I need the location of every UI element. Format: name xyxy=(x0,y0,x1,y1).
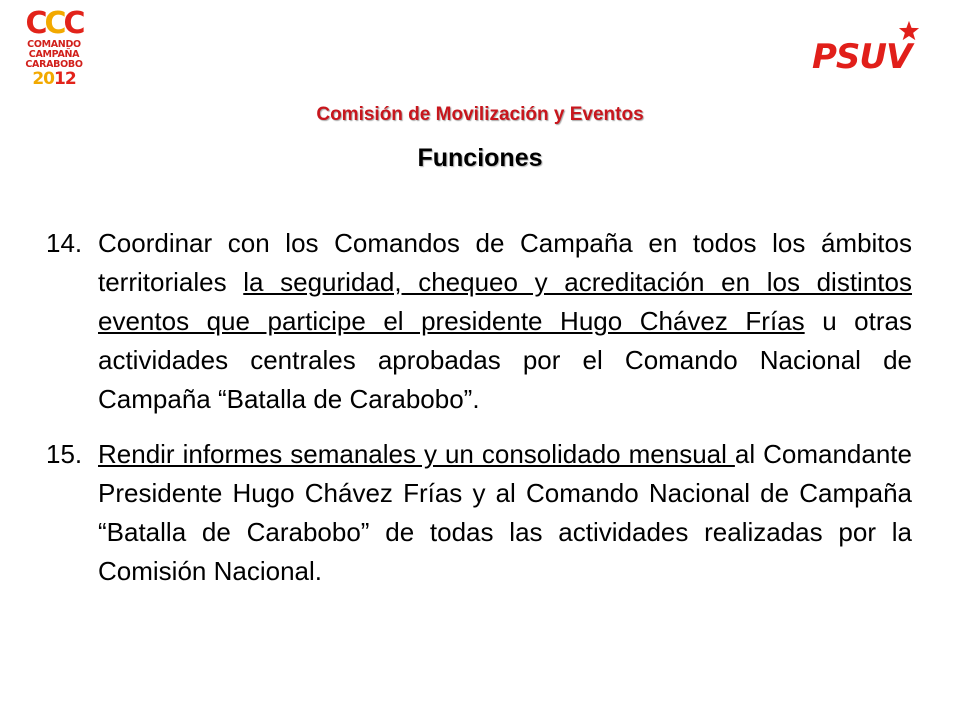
item-number: 15. xyxy=(46,439,83,469)
item-number: 14. xyxy=(46,228,83,258)
item-text: Coordinar con los Comandos de Campaña en todos los ámbitos territoriales xyxy=(98,228,912,297)
item-underlined-text: Rendir informes semanales y un consolidado mensual xyxy=(98,439,735,469)
list-item xyxy=(46,224,912,419)
page-subtitle: Funciones xyxy=(417,144,543,172)
psuv-logo xyxy=(812,20,936,77)
page-title: Comisión de Movilización y Eventos xyxy=(316,104,644,125)
logo-year: 2012 xyxy=(32,69,76,89)
item-text: al Comandante Presidente Hugo Chávez Frías y al Comando Nacional de Campaña “Batalla de Carabobo” de todas las actividades realizadas por la Comisión Nacional. xyxy=(98,439,912,586)
functions-list xyxy=(46,224,912,607)
item-text: u otras actividades centrales aprobadas por el Comando Nacional de Campaña “Batalla de Carabobo”. xyxy=(98,306,912,414)
logo-line-comando: COMANDO xyxy=(27,39,81,50)
ccc-letters: CCC xyxy=(25,6,83,41)
ccc-campaign-logo xyxy=(22,8,86,94)
psuv-wordmark: PSUV xyxy=(812,37,912,77)
list-item xyxy=(46,435,912,591)
item-underlined-text: la seguridad, chequeo y acreditación en los distintos eventos que participe el presidente Hugo Chávez Frías xyxy=(98,267,912,336)
logo-line-campana: CAMPAÑA xyxy=(28,49,80,60)
logo-line-carabobo: CARABOBO xyxy=(25,59,83,70)
